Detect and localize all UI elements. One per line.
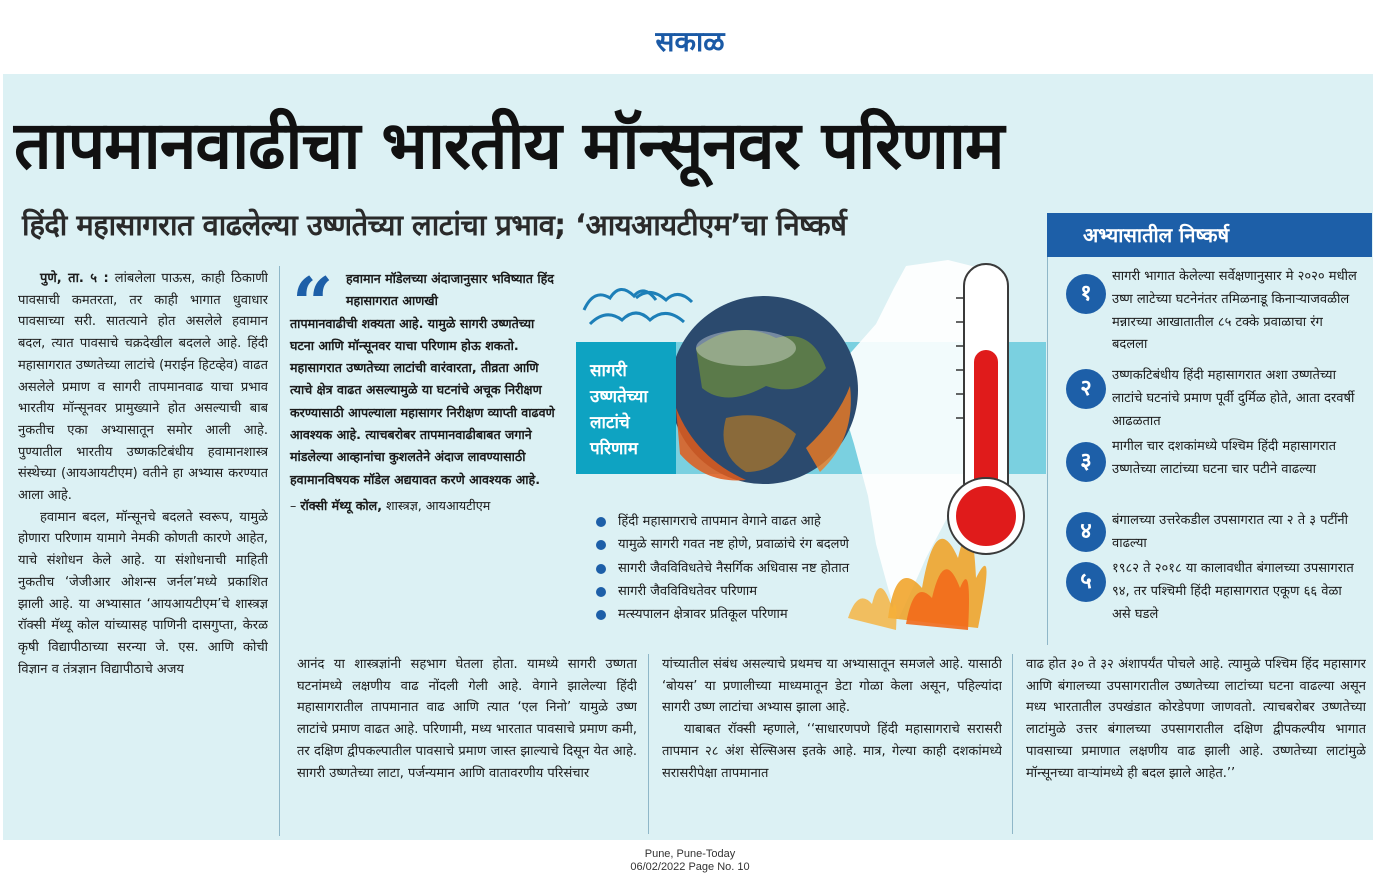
finding-text: सागरी भागात केलेल्या सर्वेक्षणानुसार मे २०२० मधील उष्ण लाटेच्या घटनेनंतर तमिळनाडू किनाऱ्याजवळील मन्नारच्या आखातातील ८५ टक्के प्रवाळाचा रंग बदलला (1112, 269, 1357, 353)
article-subhead: हिंदी महासागरात वाढलेल्या उष्णतेच्या लाटांचा प्रभाव; ‘आयआयटीएम’चा निष्कर्ष (22, 208, 847, 242)
effect-text: सागरी जैवविविधतेवर परिणाम (618, 583, 758, 599)
quote-lead: हवामान मॉडेलच्या अंदाजानुसार भविष्यात हिंद महासागरात आणखी (346, 271, 554, 309)
effect-text: हिंदी महासागराचे तापमान वेगाने वाढत आहे (618, 514, 821, 529)
wave-illustration (584, 289, 692, 324)
quote-author-name: रॉक्सी मॅथ्यू कोल, (300, 497, 383, 513)
article-column-2 (297, 654, 637, 834)
column3-para1: यांच्यातील संबंध असल्याचे प्रथमच या अभ्यासातून समजले आहे. यासाठी ‘बोयस’ या प्रणालीच्या माध्यमातून डेटा गोळा केला असून, पहिल्यांदा सागरी उष्ण लाटांचा अभ्यास झाला आहे. (662, 657, 1002, 716)
finding-number-badge: ३ (1066, 442, 1106, 482)
page-footer (0, 848, 1380, 874)
finding-number-badge: १ (1066, 274, 1106, 314)
list-item (594, 510, 934, 533)
effect-text: सागरी जैवविविधतेचे नैसर्गिक अधिवास नष्ट होतात (618, 560, 850, 576)
dateline: पुणे, ता. ५ : (40, 271, 109, 286)
bullet-icon (596, 517, 606, 527)
effects-list (594, 510, 934, 626)
graphic-label: सागरी उष्णतेच्या लाटांचे परिणाम (576, 342, 676, 474)
bullet-icon (596, 610, 606, 620)
effect-text: यामुळे सागरी गवत नष्ट होणे, प्रवाळांचे रंग बदलणे (618, 537, 849, 553)
article-column-4 (1026, 654, 1366, 834)
effect-text: मत्स्यपालन क्षेत्रावर प्रतिकूल परिणाम (618, 607, 788, 623)
finding-number-badge: ४ (1066, 512, 1106, 552)
finding-text: उष्णकटिबंधीय हिंदी महासागरात अशा उष्णतेच्या लाटांचे घटनांचे प्रमाण पूर्वी दुर्मिळ होते, आता दरवर्षी आढळतात (1112, 368, 1355, 429)
quote-author (290, 495, 562, 517)
finding-text: १९८२ ते २०१८ या कालावधीत बंगालच्या उपसागरात ९४, तर पश्चिमी हिंदी महासागरात एकूण ६६ वेळा असे घडले (1112, 561, 1354, 622)
globe-illustration (670, 296, 858, 484)
footer-edition: Pune, Pune-Today (644, 848, 736, 860)
finding-number-badge: २ (1066, 369, 1106, 409)
article-headline: तापमानवाढीचा भारतीय मॉन्सूनवर परिणाम (14, 107, 1004, 184)
finding-number-badge: ५ (1066, 562, 1106, 602)
bullet-icon (596, 564, 606, 574)
column-divider (279, 266, 280, 836)
column4-text: वाढ होत ३० ते ३२ अंशापर्यंत पोचले आहे. त्यामुळे पश्चिम हिंद महासागर आणि बंगालच्या उपसागरातील उष्णतेच्या लाटांच्या घटना वाढल्या असून मध्य भारतातील उपखंडात कोरडेपणा जाणवतो. त्याचबरोबर उष्णतेच्या लाटांमुळे उत्तर बंगालच्या उपसागरातील दक्षिण द्वीपकल्पीय भागात पावसाच्या प्रमाणात लक्षणीय वाढ झाली आहे. उष्णतेच्या लाटांमुळे मॉन्सूनच्या वाऱ्यांमध्ये ही बदल झाले आहेत.’’ (1026, 657, 1366, 781)
quote-author-role: शास्त्रज्ञ, आयआयटीएम (386, 497, 491, 513)
finding-text: मागील चार दशकांमध्ये पश्चिम हिंदी महासागरात उष्णतेच्या लाटांच्या घटना चार पटीने वाढल्या (1112, 439, 1336, 477)
findings-divider (1047, 257, 1048, 645)
article-column-3 (662, 654, 1002, 834)
column3-para2: याबाबत रॉक्सी म्हणाले, ‘‘साधारणपणे हिंदी महासागराचे सरासरी तापमान २८ अंश सेल्सिअस इतके आहे. मात्र, गेल्या काही दशकांमध्ये सरासरीपेक्षा तापमानात (662, 722, 1002, 781)
article-column-1 (18, 268, 268, 828)
quote-dash: – (290, 497, 297, 513)
column-divider (1012, 654, 1013, 834)
findings-title: अभ्यासातील निष्कर्ष (1047, 213, 1372, 257)
pull-quote (290, 261, 562, 608)
quote-body: तापमानवाढीची शक्यता आहे. यामुळे सागरी उष्णतेच्या घटना आणि मॉन्सूनवर याचा परिणाम होऊ शकतो. महासागरात उष्णतेच्या लाटांची वारंवारता, तीव्रता आणि त्याचे क्षेत्र वाढत असल्यामुळे या घटनांचे अचूक निरीक्षण करण्यासाठी आपल्याला महासागर निरीक्षण व्याप्ती वाढवणे आवश्यक आहे. त्याचबरोबर तापमानवाढीबाबत जगाने मांडलेल्या आव्हानांचा कुशलतेने अंदाज लावण्यासाठी हवामानविषयक मॉडेल अद्ययावत करणे आवश्यक आहे. (290, 315, 555, 487)
footer-date-page: 06/02/2022 Page No. 10 (630, 861, 750, 873)
finding-text: बंगालच्या उत्तरेकडील उपसागरात त्या २ ते ३ पटींनी वाढल्या (1112, 513, 1349, 551)
list-item (594, 603, 934, 626)
list-item (594, 533, 934, 556)
list-item (594, 580, 934, 603)
column2-text: आनंद या शास्त्रज्ञांनी सहभाग घेतला होता. यामध्ये सागरी उष्णता घटनांमध्ये लक्षणीय वाढ नोंदली गेली आहे. वेगाने झालेल्या हिंदी महासागरातील तापमानात वाढ आणि त्यात ‘एल निनो’ यामुळे उष्ण लाटांचे प्रमाण वाढत आहे. परिणामी, मध्य भारतात पावसाचे प्रमाण कमी, तर दक्षिण द्वीपकल्पातील पावसाचे प्रमाण जास्त झाल्याचे दिसून येत आहे. सागरी उष्णतेच्या लाटा, पर्जन्यमान आणि वातावरणीय परिसंचार (297, 657, 637, 781)
column1-para2: हवामान बदल, मॉन्सूनचे बदलते स्वरूप, यामुळे होणारा परिणाम यामागे नेमकी कोणती कारणे आहेत, याचे संशोधन केले आहे. या संशोधनाची माहिती नुकतीच ‘जेजीआर ओशन्स जर्नल’मध्ये प्रकाशित झाली आहे. या अभ्यासात ‘आयआयटीएम’चे शास्त्रज्ञ रॉक्सी मॅथ्यू कोल यांच्यासह पाणिनी दासगुप्ता, केरळ कृषी विद्यापीठाच्या सरन्या जे. एस. आणि कोची विज्ञान व तंत्रज्ञान विद्यापीठाचे अजय (18, 509, 268, 677)
list-item (594, 557, 934, 580)
column1-para1: लांबलेला पाऊस, काही ठिकाणी पावसाची कमतरता, तर काही भागात धुवाधार पावसाच्या सरी. सातत्याने होत असलेले हवामान बदल, त्यात पावसाचे चक्रदेखील बदलले आहे. हिंदी महासागरात उष्णतेच्या लाटांचे (मराईन हिटव्हेव) वाढत असलेले प्रमाण व सागरी तापमानवाढ याचा प्रभाव भारतीय मॉन्सूनवर प्रामुख्याने होत असल्याची बाब नुकतीच एका अभ्यासातून समोर आली आहे. पुण्यातील भारतीय उष्णकटिबंधीय हवामानशास्त्र संस्थेच्या (आयआयटीएम) वतीने हा अभ्यास करण्यात आला आहे. (18, 271, 268, 504)
newspaper-masthead: सकाळ (655, 25, 725, 58)
column-divider (648, 654, 649, 834)
bullet-icon (596, 587, 606, 597)
quote-mark-icon: “ (292, 261, 334, 346)
bullet-icon (596, 540, 606, 550)
